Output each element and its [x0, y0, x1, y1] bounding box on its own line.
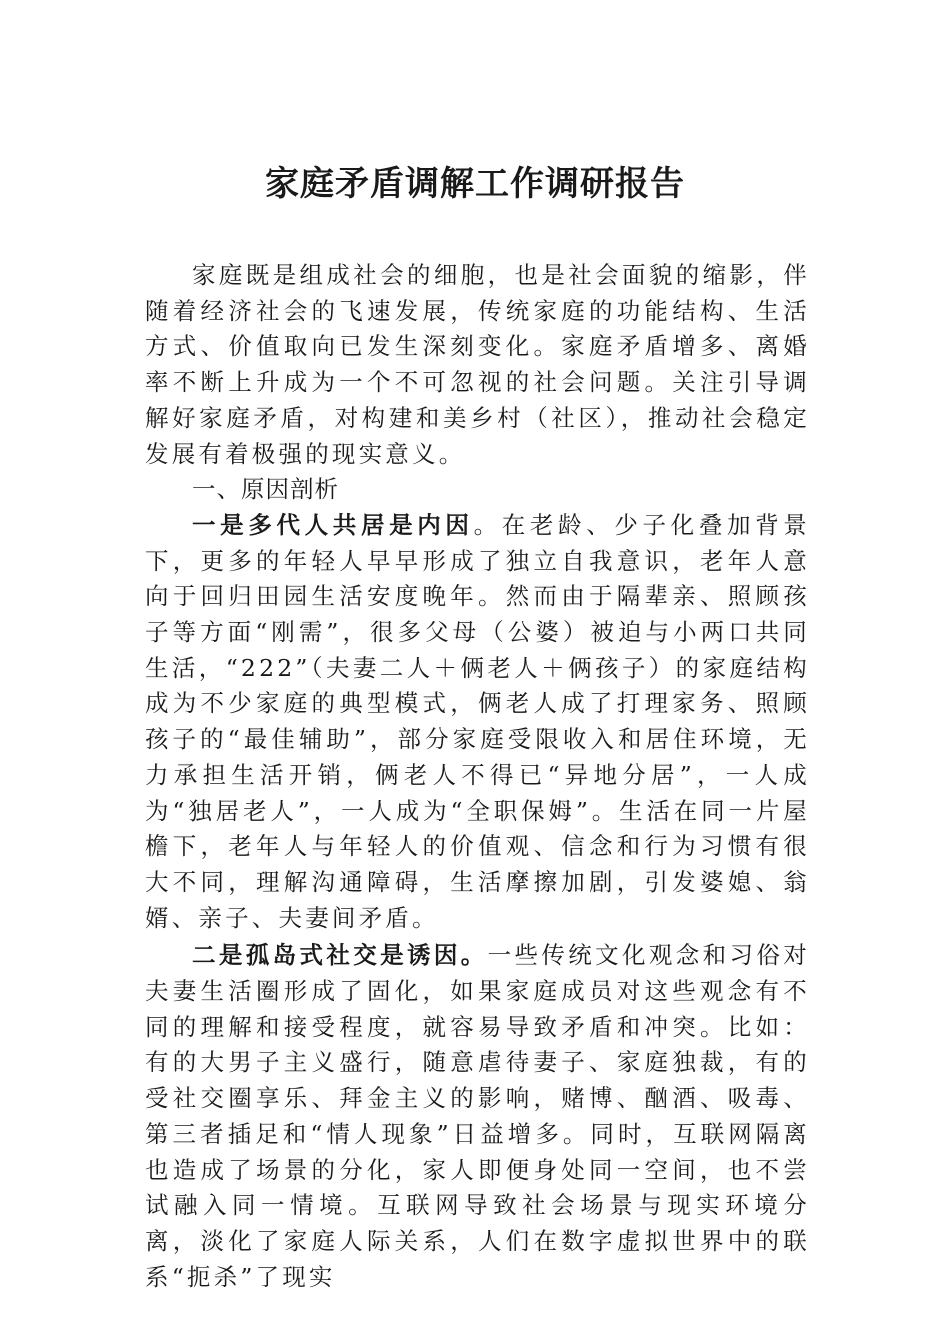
document-body [145, 258, 810, 1295]
point-one-lead: 一是多代人共居是内因 [192, 510, 474, 539]
point-one-paragraph [145, 508, 810, 936]
point-two-paragraph [145, 938, 810, 1295]
point-one-text: 。在老龄、少子化叠加背景下，更多的年轻人早早形成了独立自我意识，老年人意向于回归田园生活安度晚年。然而由于隔辈亲、照顾孩子等方面“刚需”，很多父母（公婆）被迫与小两口共同生活，“222”（夫妻二人＋俩老人＋俩孩子）的家庭结构成为不少家庭的典型模式，俩老人成了打理家务、照顾孩子的“最佳辅助”，部分家庭受限收入和居住环境，无力承担生活开销，俩老人不得已“异地分居”，一人成为“独居老人”，一人成为“全职保姆”。生活在同一片屋檐下，老年人与年轻人的价值观、信念和行为习惯有很大不同，理解沟通障碍，生活摩擦加剧，引发婆媳、翁婿、亲子、夫妻间矛盾。 [145, 510, 811, 932]
document-title: 家庭矛盾调解工作调研报告 [265, 164, 685, 204]
point-two-lead: 二是孤岛式社交是诱因。 [192, 941, 488, 970]
section-heading-cause-analysis: 一、原因剖析 [192, 475, 339, 504]
intro-paragraph: 家庭既是组成社会的细胞，也是社会面貌的缩影，伴随着经济社会的飞速发展，传统家庭的功能结构、生活方式、价值取向已发生深刻变化。家庭矛盾增多、离婚率不断上升成为一个不可忽视的社会问题。关注引导调解好家庭矛盾，对构建和美乡村（社区），推动社会稳定发展有着极强的现实意义。 [145, 261, 810, 468]
point-two-text: 一些传统文化观念和习俗对夫妻生活圈形成了固化，如果家庭成员对这些观念有不同的理解和接受程度，就容易导致矛盾和冲突。比如：有的大男子主义盛行，随意虐待妻子、家庭独裁，有的受社交圈享乐、拜金主义的影响，赌博、酗酒、吸毒、第三者插足和“情人现象”日益增多。同时，互联网隔离也造成了场景的分化，家人即便身处同一空间，也不尝试融入同一情境。互联网导致社会场景与现实环境分离，淡化了家庭人际关系，人们在数字虚拟世界中的联系“扼杀”了现实 [145, 941, 811, 1291]
